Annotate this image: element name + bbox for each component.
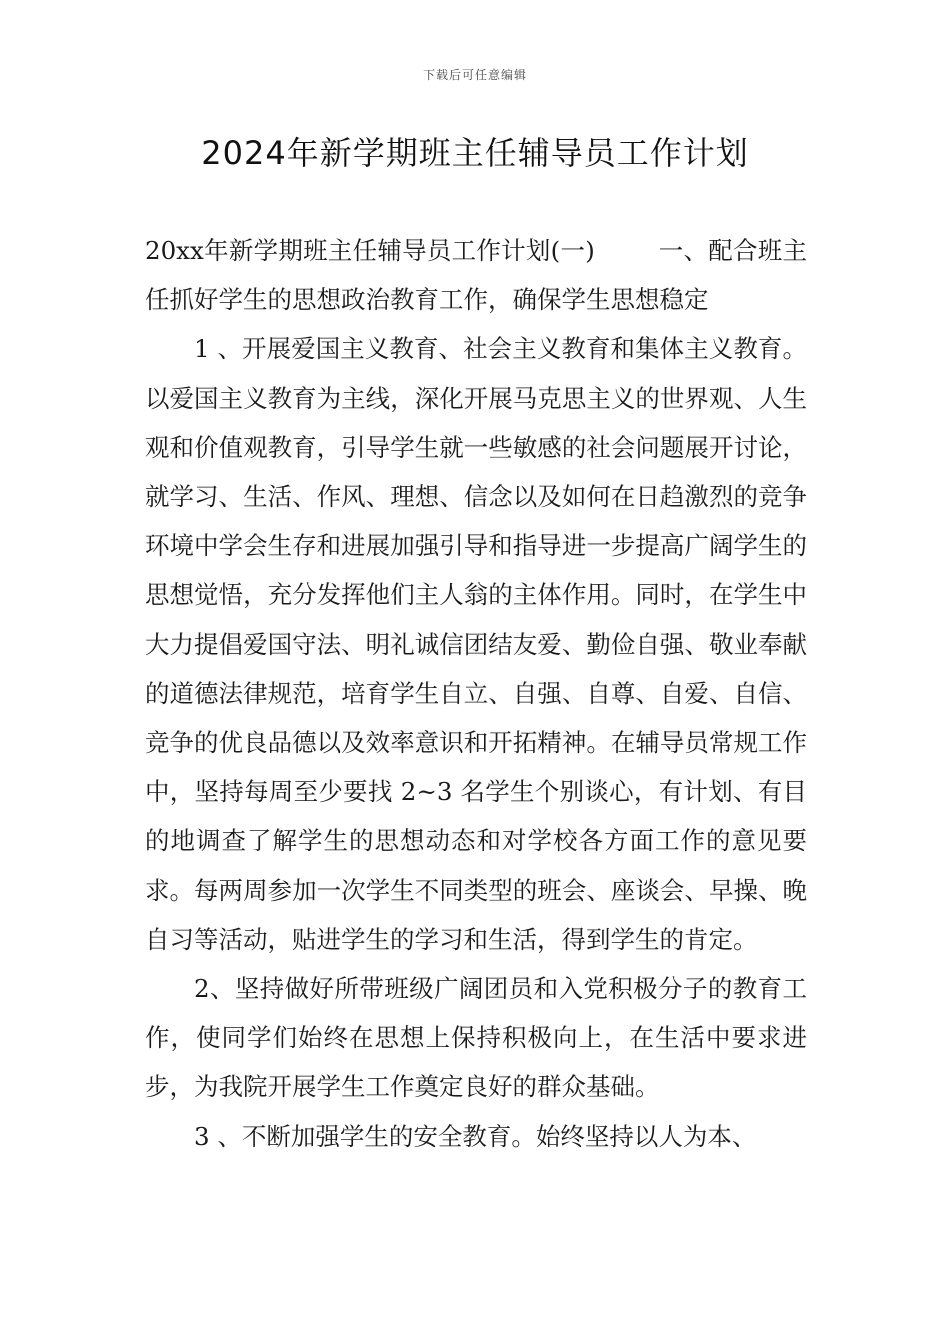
intro-subtitle: 20xx年新学期班主任辅导员工作计划(一) [145, 236, 595, 265]
paragraph-2: 2、坚持做好所带班级广阔团员和入党积极分子的教育工作，使同学们始终在思想上保持积极向上，在生活中要求进步，为我院开展学生工作奠定良好的群众基础。 [145, 974, 807, 1102]
section-heading: 一、配合班主任抓好学生的思想政治教育工作，确保学生思想稳定 [145, 236, 808, 315]
header-note: 下载后可任意编辑 [422, 68, 527, 82]
intro-paragraph [145, 226, 807, 324]
document-title: 2024年新学期班主任辅导员工作计划 [201, 134, 749, 172]
paragraph-3: 3 、不断加强学生的安全教育。始终坚持以人为本、 [194, 1121, 757, 1151]
paragraph-1: 1 、开展爱国主义教育、社会主义教育和集体主义教育。以爱国主义教育为主线，深化开展马克思主义的世界观、人生观和价值观教育，引导学生就一些敏感的社会问题展开讨论，就学习、生活、作风、理想、信念以及如何在日趋激烈的竞争环境中学会生存和进展加强引导和指导进一步提高广阔学生的思想觉悟，充分发挥他们主人翁的主体作用。同时，在学生中大力提倡爱国守法、明礼诚信团结友爱、勤俭自强、敬业奉献的道德法律规范，培育学生自立、自强、自尊、自爱、自信、竞争的优良品德以及效率意识和开拓精神。在辅导员常规工作中，坚持每周至少要找 2~3 名学生个别谈心，有计划、有目的地调查了解学生的思想动态和对学校各方面工作的意见要求。每两周参加一次学生不同类型的班会、座谈会、早操、晚自习等活动，贴进学生的学习和生活，得到学生的肯定。 [145, 334, 807, 954]
document-body [145, 226, 807, 1161]
